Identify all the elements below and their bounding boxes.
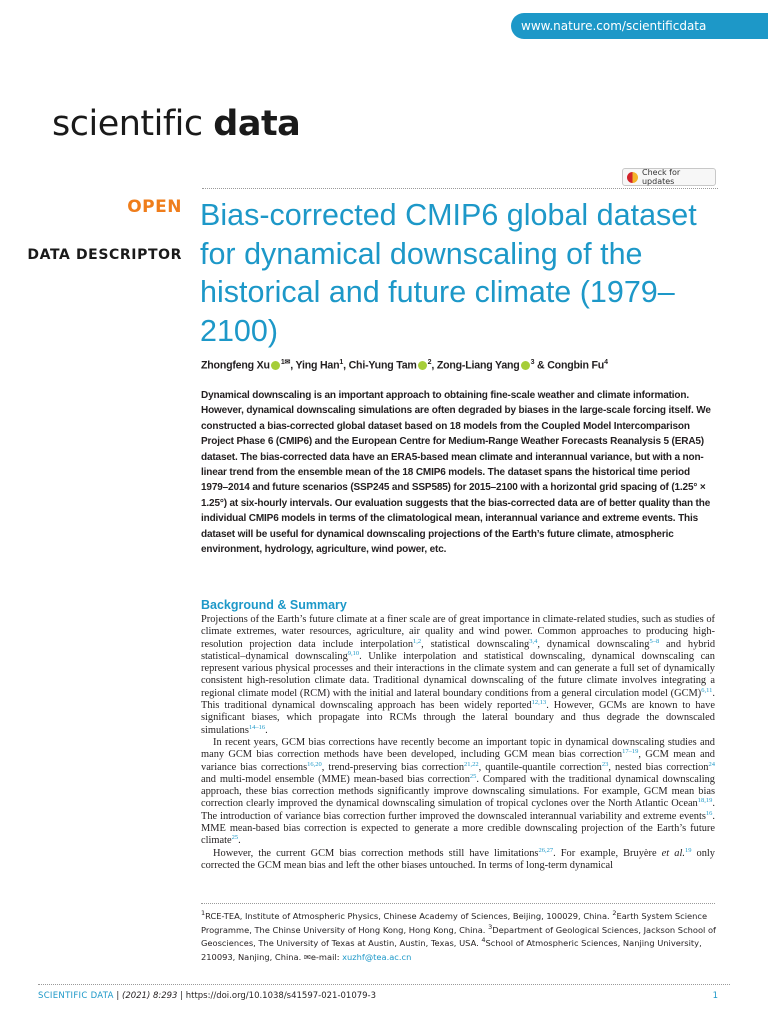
reference-superscript[interactable]: 2 <box>612 909 617 917</box>
section-heading: Background & Summary <box>201 598 347 612</box>
text-run: However, the current GCM bias correction methods still have limitations <box>213 847 539 859</box>
author-affiliation-number: 1 <box>339 359 344 366</box>
masthead-light: scientific <box>52 104 214 144</box>
text-run: . However, GCMs are known to have significant biases, which propagate into RCMs through the lateral boundary and thus degrade the downscaled simulations <box>201 700 715 736</box>
text-run: and hybrid statistical–dynamical downscaling <box>201 638 716 662</box>
orcid-icon[interactable] <box>521 361 530 370</box>
author-affiliation-number: 1 <box>280 359 285 366</box>
check-for-updates-label: Check for updates <box>641 168 681 186</box>
reference-superscript[interactable]: 24 <box>708 760 715 768</box>
reference-superscript[interactable]: 25 <box>231 834 239 842</box>
reference-superscript[interactable]: 16,20 <box>307 760 322 768</box>
affiliation-divider <box>201 903 715 904</box>
text-run: RCE-TEA, Institute of Atmospheric Physics, Chinese Academy of Sciences, Beijing, 100029, China. <box>205 911 613 921</box>
footer-citation: (2021) 8:293 <box>122 991 178 1001</box>
footer-separator: | <box>113 991 122 1001</box>
reference-superscript[interactable]: 9,10 <box>347 649 360 657</box>
author-name[interactable]: Ying Han <box>295 359 340 372</box>
email-link[interactable]: xuzhf@tea.ac.cn <box>342 951 412 962</box>
journal-url-link[interactable]: www.nature.com/scientificdata <box>511 13 768 39</box>
text-run: Department of Geological Sciences, Jackson School of Geosciences, The University of Texas at Austin, Austin, Texas, USA. <box>201 924 716 949</box>
author-separator: , <box>431 359 437 372</box>
author-affiliation-number: 3 <box>530 359 535 366</box>
reference-superscript[interactable]: 3 <box>488 922 493 931</box>
author-list <box>201 358 741 372</box>
page-number: 1 <box>712 991 718 1001</box>
author-separator: & <box>534 359 548 372</box>
check-for-updates-button[interactable] <box>622 168 716 186</box>
text-run: School of Atmospheric Sciences, Nanjing University, 210093, Nanjing, China. ✉e-mail: <box>201 938 702 962</box>
text-run: . For example, Bruyère <box>553 847 662 859</box>
author-affiliation-number: 4 <box>604 359 608 366</box>
reference-superscript[interactable]: 5–8 <box>649 637 660 645</box>
abstract: Dynamical downscaling is an important approach to obtaining fine-scale weather and climate information. However, dynamical downscaling simulations are often degraded by biases in the large-scale forcing itself. We constructed a bias-corrected global dataset based on 18 models from the Coupled Model Intercomparison Project Phase 6 (CMIP6) and the European Centre for Medium-Range Weather Forecasts Reanalysis 5 (ERA5) dataset. The bias-corrected data have an ERA5-based mean climate and interannual variance, but with a non-linear trend from the ensemble mean of the 18 CMIP6 models. The dataset spans the historical time period 1979–2014 and future scenarios (SSP245 and SSP585) for 2015–2100 with a horizontal grid spacing of (1.25° × 1.25°) at six-hourly intervals. Our evaluation suggests that the bias-corrected data are of better quality than the individual CMIP6 models in terms of the climatological mean, interannual variance and extreme events. This dataset will be useful for dynamical downscaling projections of the Earth’s future climate, atmospheric environment, hydrology, agriculture, wind power, etc. <box>201 390 711 556</box>
orcid-icon[interactable] <box>271 361 280 370</box>
reference-superscript[interactable]: 21,22 <box>464 760 479 768</box>
orcid-icon[interactable] <box>418 361 427 370</box>
reference-superscript[interactable]: 23 <box>601 760 609 768</box>
author-name[interactable]: Chi-Yung Tam <box>348 359 417 372</box>
reference-superscript[interactable]: 16 <box>705 809 713 817</box>
reference-superscript[interactable]: 19 <box>684 846 692 854</box>
author-separator: , <box>343 359 349 372</box>
text-run: , GCM mean and variance bias corrections <box>201 749 716 773</box>
text-run: In recent years, GCM bias corrections have recently become an important topic in dynamical downscaling studies and many GCM bias correction methods have been developed, including GCM mean bias correction <box>201 736 715 761</box>
author-name[interactable]: Congbin Fu <box>547 359 605 372</box>
crossmark-icon <box>627 172 638 183</box>
text-run: , dynamical downscaling <box>537 638 650 650</box>
body-paragraph <box>201 614 715 737</box>
email-icon[interactable]: ✉ <box>284 359 291 366</box>
reference-superscript[interactable]: 17–19 <box>622 748 639 756</box>
text-run: . <box>265 724 268 736</box>
text-run: . The introduction of variance bias correction further improved the downscaled interannual variability and extreme events <box>201 798 715 822</box>
reference-superscript[interactable]: 1,2 <box>413 637 422 645</box>
text-run: . <box>238 835 241 847</box>
text-run: , trend-preserving bias correction <box>321 761 465 773</box>
author-affiliation-number: 2 <box>427 359 432 366</box>
reference-superscript[interactable]: 3,4 <box>529 637 538 645</box>
text-run: . Compared with the traditional dynamical downscaling approach, these bias correction methods significantly improve downscaling simulations. For example, GCM mean bias correction clearly improved the dynamical downscaling simulation of tropical cyclones over the North Atlantic Ocean <box>201 773 715 810</box>
reference-superscript[interactable]: 14–16 <box>248 723 266 731</box>
journal-masthead <box>52 104 300 144</box>
text-run: only corrected the GCM mean bias and left the other biases untouched. In terms of long-term dynamical <box>201 847 715 871</box>
footer <box>38 991 376 1001</box>
author-separator: , <box>290 359 296 372</box>
open-access-label: OPEN <box>127 197 182 217</box>
reference-superscript[interactable]: 25 <box>469 772 477 780</box>
article-title: Bias-corrected CMIP6 global dataset for dynamical downscaling of the historical and future climate (1979–2100) <box>200 198 697 348</box>
text-run: , statistical downscaling <box>421 638 530 650</box>
reference-superscript[interactable]: 6,11 <box>701 686 713 694</box>
text-run: , quantile-quantile correction <box>478 761 602 773</box>
reference-superscript[interactable]: 18,19 <box>697 797 713 805</box>
italic-run: et al. <box>661 847 685 859</box>
author-name[interactable]: Zhongfeng Xu <box>201 359 270 372</box>
affiliations <box>201 910 721 964</box>
text-run: and multi-model ensemble (MME) mean-based bias correction <box>201 773 470 785</box>
header-divider <box>202 188 718 189</box>
footer-journal-b: DATA <box>90 991 114 1001</box>
reference-superscript[interactable]: 12,13 <box>531 699 547 707</box>
text-run: Projections of the Earth’s future climate at a finer scale are of great importance in climate-related studies, such as studies of climate extremes, water resources, agriculture, air quality and wind power. Common approaches to producing high-resolution projection data include interpolation <box>201 614 715 650</box>
footer-journal-a: SCIENTIFIC <box>38 991 91 1001</box>
reference-superscript[interactable]: 4 <box>481 936 486 945</box>
body-paragraph <box>201 848 715 873</box>
footer-doi-link[interactable]: | https://doi.org/10.1038/s41597-021-01079-3 <box>177 991 377 1001</box>
reference-superscript[interactable]: 1 <box>201 909 206 917</box>
body-paragraph <box>201 737 715 848</box>
text-run: . MME mean-based bias correction is expected to generate a more credible downscaling projection of the Earth’s future climate <box>201 810 715 847</box>
masthead-bold: data <box>213 104 301 144</box>
reference-superscript[interactable]: 26,27 <box>538 846 554 854</box>
text-run: Earth System Science Programme, The Chinse University of Hong Kong, Hong Kong, China. <box>201 911 708 935</box>
author-name[interactable]: Zong-Liang Yang <box>436 359 520 372</box>
text-run: . Unlike interpolation and statistical downscaling, dynamical downscaling can represent various physical processes and their interactions in the climate system and can generate a full set of dynamically consistent high-resolution climate data. Traditional dynamical downscaling of the future climate involves integrating a regional climate model (RCM) with the initial and lateral boundary conditions from a general circulation model (GCM) <box>201 650 715 699</box>
text-run: . This traditional dynamical downscaling approach has been widely reported <box>201 687 715 712</box>
text-run: , nested bias correction <box>608 761 709 773</box>
article-type-label: DATA DESCRIPTOR <box>27 247 182 263</box>
footer-divider <box>38 984 730 985</box>
body-text <box>201 614 715 872</box>
